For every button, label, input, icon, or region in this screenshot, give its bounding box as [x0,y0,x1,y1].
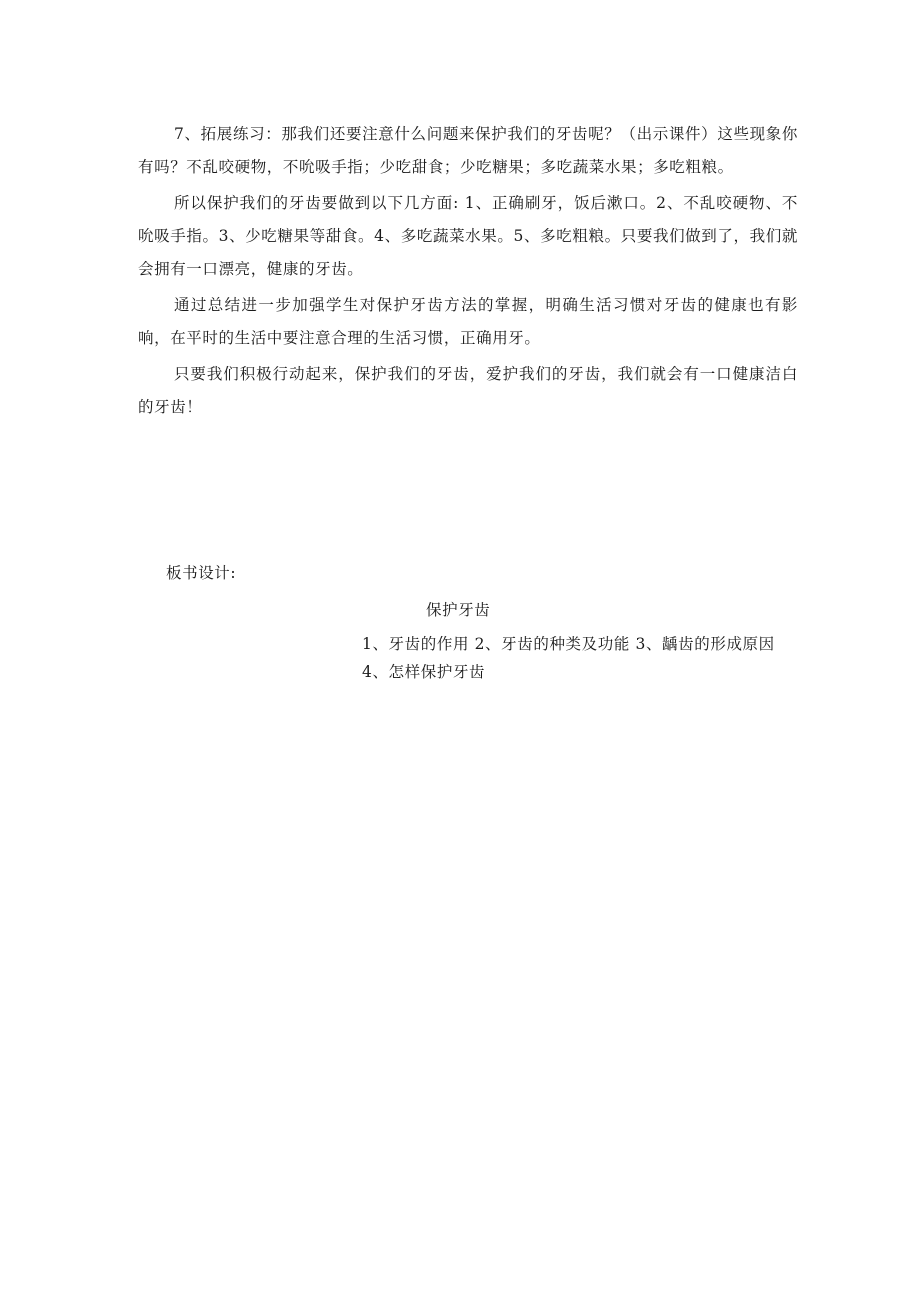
body-text [138,118,798,427]
paragraph-extension-exercise: 7、拓展练习：那我们还要注意什么问题来保护我们的牙齿呢？（出示课件）这些现象你有吗？不乱咬硬物，不吮吸手指；少吃甜食；少吃糖果；多吃蔬菜水果；多吃粗粮。 [138,125,798,176]
paragraph-protection-methods: 所以保护我们的牙齿要做到以下几方面: 1、正确刷牙，饭后漱口。2、不乱咬硬物、不吮吸手指。3、少吃糖果等甜食。4、多吃蔬菜水果。5、多吃粗粮。只要我们做到了，我们就会拥有一口漂亮，健康的牙齿。 [138,194,798,278]
paragraph-conclusion: 只要我们积极行动起来，保护我们的牙齿，爱护我们的牙齿，我们就会有一口健康洁白的牙齿！ [138,365,798,416]
paragraph-summary: 通过总结进一步加强学生对保护牙齿方法的掌握，明确生活习惯对牙齿的健康也有影响，在平时的生活中要注意合理的生活习惯，正确用牙。 [138,296,798,347]
board-design-title: 保护牙齿 [426,601,491,619]
board-design-items: 1、牙齿的作用 2、牙齿的种类及功能 3、龋齿的形成原因 4、怎样保护牙齿 [362,635,775,681]
board-design-label: 板书设计: [166,564,237,582]
